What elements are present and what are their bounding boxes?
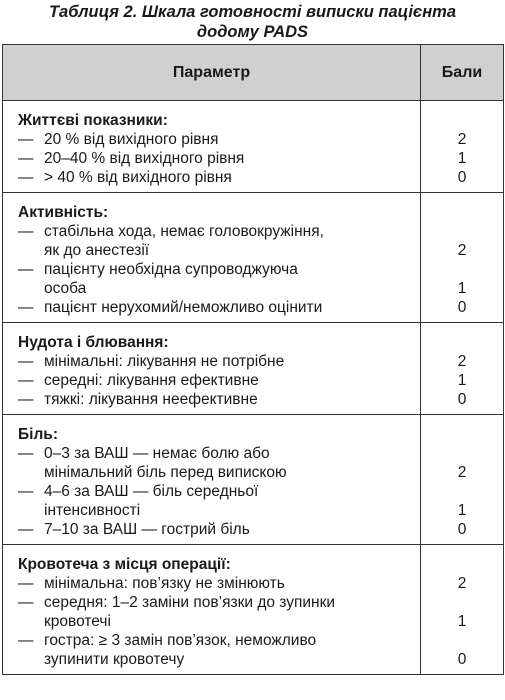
criterion-text: 0–3 за ВАШ — немає болю або xyxy=(44,445,270,462)
header-score: Бали xyxy=(421,45,504,101)
score-value: 2 xyxy=(457,575,467,592)
dash-marker: — xyxy=(18,521,34,538)
table-body xyxy=(3,101,504,675)
score-cell xyxy=(421,323,504,415)
criterion-text: 20 % від вихідного рівня xyxy=(44,131,219,148)
pads-table xyxy=(2,44,504,675)
score-value: 1 xyxy=(457,613,467,630)
score-value: 0 xyxy=(457,169,467,186)
dash-marker: — xyxy=(18,223,34,240)
parameter-cell xyxy=(3,193,421,323)
criterion-line xyxy=(4,168,419,187)
score-spacer xyxy=(422,425,502,444)
criterion-text: мінімальний біль перед випискою xyxy=(44,464,287,481)
score-spacer xyxy=(422,222,502,241)
criterion-line xyxy=(4,352,419,371)
dash-marker: — xyxy=(18,391,34,408)
criterion-line xyxy=(4,631,419,650)
dash-marker: — xyxy=(18,169,34,186)
header-row xyxy=(3,45,504,101)
parameter-cell xyxy=(3,545,421,675)
dash-marker: — xyxy=(18,445,34,462)
criterion-line xyxy=(4,260,419,279)
parameter-cell xyxy=(3,415,421,545)
table-row xyxy=(3,323,504,415)
criterion-text: 4–6 за ВАШ — біль середньої xyxy=(44,483,259,500)
score-value: 1 xyxy=(457,502,467,519)
criterion-text: особа xyxy=(44,280,87,297)
dash-marker: — xyxy=(18,632,34,649)
score-cell xyxy=(421,545,504,675)
criterion-line xyxy=(4,222,419,241)
score-spacer xyxy=(422,482,502,501)
score-value: 2 xyxy=(457,353,467,370)
criterion-text: середні: лікування ефективне xyxy=(44,372,259,389)
criterion-line xyxy=(4,241,419,260)
table-row xyxy=(3,193,504,323)
criterion-text: пацієнт нерухомий/неможливо оцінити xyxy=(44,299,323,316)
criterion-line xyxy=(4,279,419,298)
score-value: 0 xyxy=(457,391,467,408)
criterion-line xyxy=(4,390,419,409)
score-spacer xyxy=(422,555,502,574)
criterion-line xyxy=(4,520,419,539)
caption-line-1: Таблиця 2. Шкала готовності виписки пацієнта xyxy=(48,3,457,21)
criterion-line xyxy=(4,593,419,612)
score-value: 1 xyxy=(457,150,467,167)
parameter-cell xyxy=(3,101,421,193)
score-spacer xyxy=(422,631,502,650)
criterion-text: мінімальна: пов’язку не змінюють xyxy=(44,575,285,592)
criterion-text: інтенсивності xyxy=(44,502,141,519)
criterion-line xyxy=(4,482,419,501)
criterion-line xyxy=(4,444,419,463)
section-title: Нудота і блювання: xyxy=(18,334,169,351)
table-caption xyxy=(0,2,505,44)
parameter-cell xyxy=(3,323,421,415)
table-row xyxy=(3,415,504,545)
criterion-text: середня: 1–2 заміни пов’язки до зупинки xyxy=(44,594,336,611)
section-title: Кровотеча з місця операції: xyxy=(18,556,231,573)
criterion-text: гостра: ≥ 3 замін пов’язок, неможливо xyxy=(44,632,317,649)
dash-marker: — xyxy=(18,261,34,278)
score-cell xyxy=(421,415,504,545)
score-spacer xyxy=(422,333,502,352)
criterion-text: > 40 % від вихідного рівня xyxy=(44,169,232,186)
score-value: 2 xyxy=(457,464,467,481)
criterion-text: стабільна хода, немає головокружіння, xyxy=(44,223,324,240)
criterion-text: як до анестезії xyxy=(44,242,150,259)
criterion-line xyxy=(4,574,419,593)
criterion-text: кровотечі xyxy=(44,613,111,630)
score-value: 0 xyxy=(457,521,467,538)
score-spacer xyxy=(422,593,502,612)
score-cell xyxy=(421,193,504,323)
score-spacer xyxy=(422,203,502,222)
dash-marker: — xyxy=(18,575,34,592)
dash-marker: — xyxy=(18,594,34,611)
table-row xyxy=(3,545,504,675)
dash-marker: — xyxy=(18,131,34,148)
score-value: 0 xyxy=(457,651,467,668)
score-value: 1 xyxy=(457,280,467,297)
criterion-line xyxy=(4,463,419,482)
criterion-text: мінімальні: лікування не потрібне xyxy=(44,353,285,370)
score-spacer xyxy=(422,260,502,279)
score-spacer xyxy=(422,111,502,130)
criterion-line xyxy=(4,298,419,317)
criterion-line xyxy=(4,149,419,168)
section-title: Біль: xyxy=(18,426,58,443)
score-value: 1 xyxy=(457,372,467,389)
score-cell xyxy=(421,101,504,193)
criterion-line xyxy=(4,650,419,669)
score-value: 2 xyxy=(457,131,467,148)
score-value: 0 xyxy=(457,299,467,316)
criterion-line xyxy=(4,130,419,149)
section-title: Активність: xyxy=(18,204,109,221)
dash-marker: — xyxy=(18,483,34,500)
criterion-text: 20–40 % від вихідного рівня xyxy=(44,150,245,167)
dash-marker: — xyxy=(18,150,34,167)
dash-marker: — xyxy=(18,372,34,389)
score-value: 2 xyxy=(457,242,467,259)
section-title: Життєві показники: xyxy=(18,112,168,129)
criterion-line xyxy=(4,501,419,520)
score-spacer xyxy=(422,444,502,463)
dash-marker: — xyxy=(18,299,34,316)
criterion-text: зупинити кровотечу xyxy=(44,651,185,668)
criterion-text: 7–10 за ВАШ — гострий біль xyxy=(44,521,250,538)
table-row xyxy=(3,101,504,193)
criterion-line xyxy=(4,612,419,631)
criterion-text: тяжкі: лікування неефективне xyxy=(44,391,258,408)
criterion-text: пацієнту необхідна супроводжуюча xyxy=(44,261,298,278)
criterion-line xyxy=(4,371,419,390)
caption-line-2: додому PADS xyxy=(196,23,309,41)
dash-marker: — xyxy=(18,353,34,370)
header-parameter: Параметр xyxy=(3,45,421,101)
